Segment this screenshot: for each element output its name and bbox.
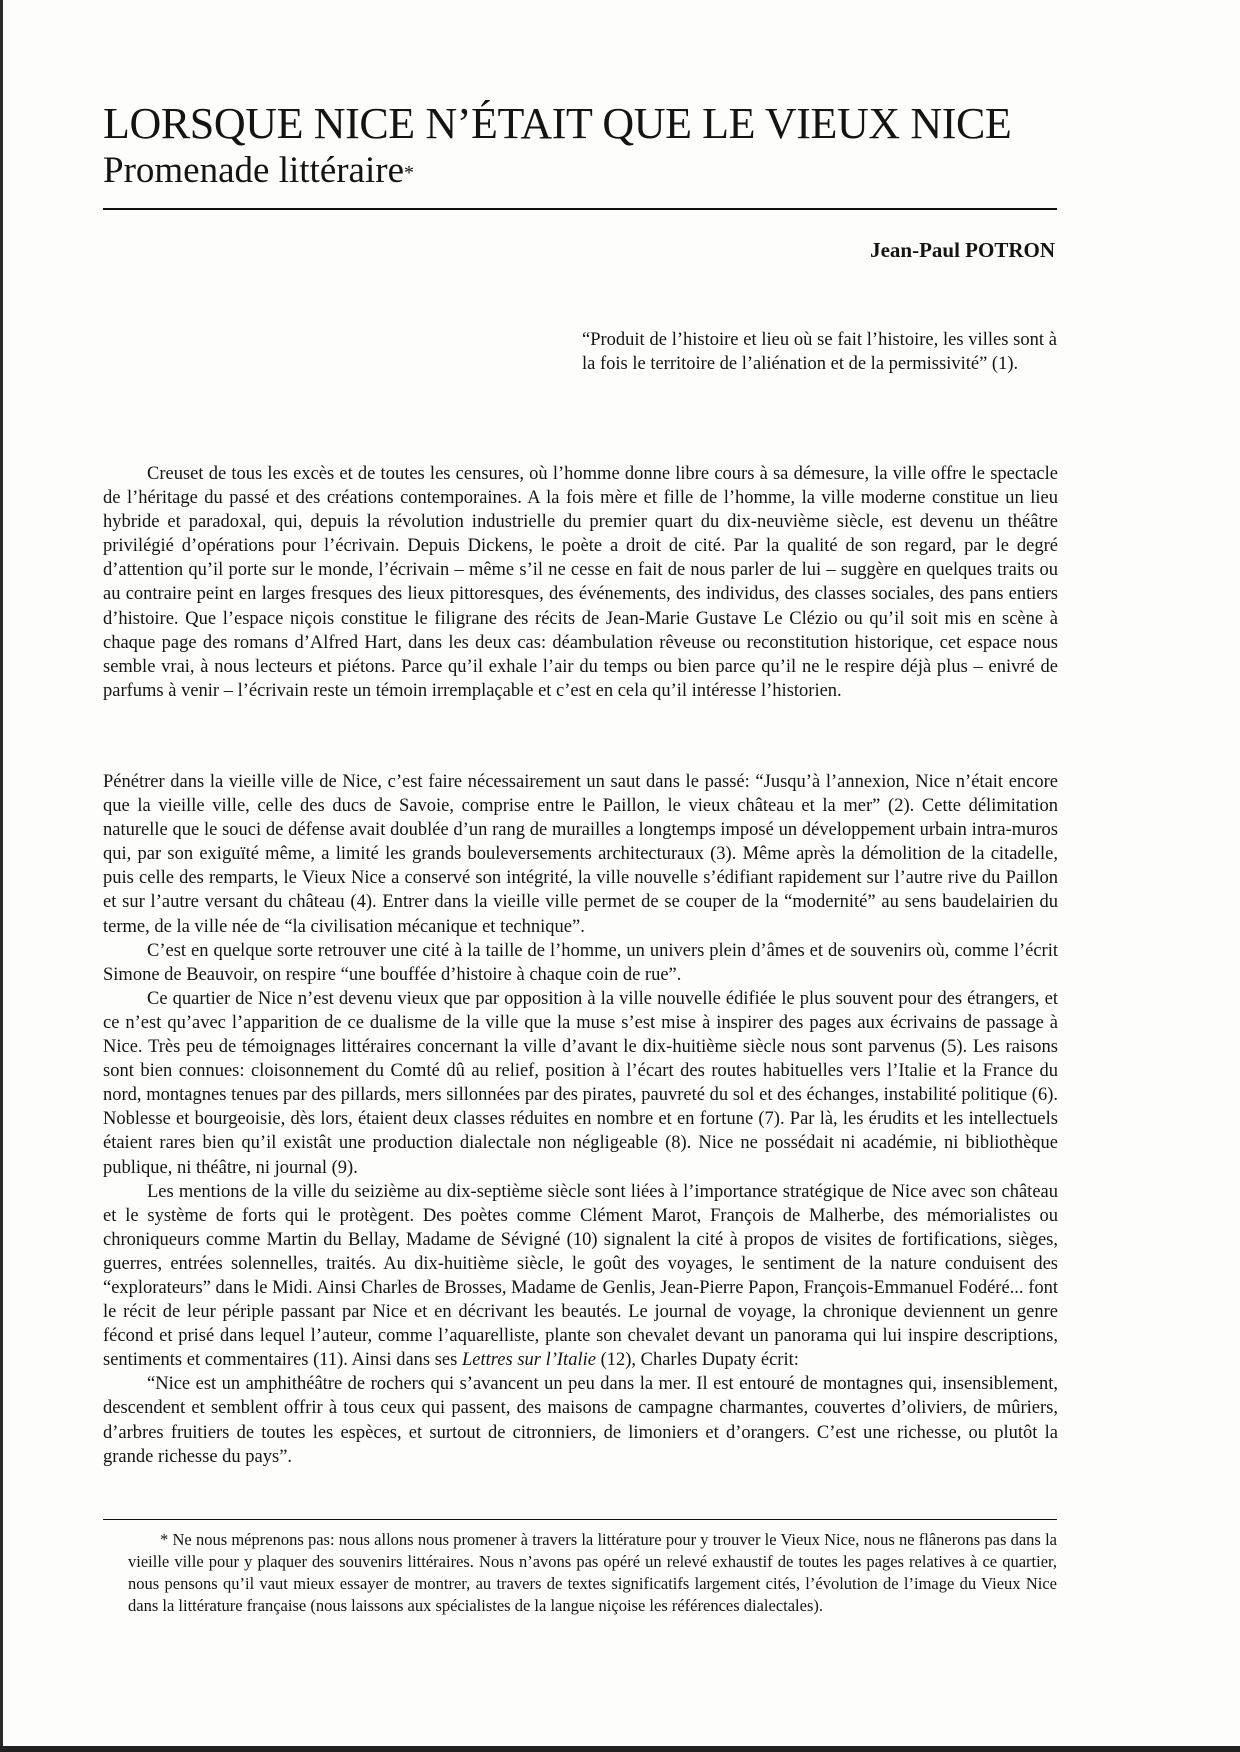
book-title-italic: Lettres sur l’Italie	[461, 1350, 596, 1371]
body-paragraph-3: Ce quartier de Nice n’est devenu vieux que par opposition à la ville nouvelle édifiée le plus souvent pour des étrangers, et ce n’est qu’avec l’apparition de ce dualisme de la ville que la muse s’est mise à inspirer des pages aux écrivains de passage à Nice. Très peu de témoignages littéraires concernant la ville d’avant le dix-huitième siècle nous sont parvenus (5). Les raisons sont bien connues: cloisonnement du Comté dû au relief, position à l’écart des routes habituelles vers l’Italie et la France du nord, montagnes tenues par des pillards, mers sillonnées par des pirates, pauvreté du sol et des échanges, instabilité politique (6). Noblesse et bourgeoisie, dès lors, étaient deux classes réduites en nombre et en fortune (7). Par là, les érudits et les intellectuels étaient rares bien qu’il existât une production dialectale non négligeable (8). Nice ne possédait ni académie, ni bibliothèque publique, ni théâtre, ni journal (9).	[103, 988, 1058, 1178]
article-subtitle	[103, 148, 1058, 194]
footnote	[128, 1529, 1057, 1617]
author-name: Jean-Paul POTRON	[870, 238, 1055, 262]
article-subtitle-text: Promenade littéraire	[103, 150, 405, 191]
article-header	[103, 100, 1058, 194]
article-title: LORSQUE NICE N’ÉTAIT QUE LE VIEUX NICE	[103, 99, 1012, 148]
body-paragraph-2: C’est en quelque sorte retrouver une cité à la taille de l’homme, un univers plein d’âmes et de souvenirs où, comme l’écrit Simone de Beauvoir, on respire “une bouffée d’histoire à chaque coin de rue”.	[103, 940, 1058, 985]
epigraph: “Produit de l’histoire et lieu où se fait l’histoire, les villes sont à la fois le territoire de l’aliénation et de la permissivité” (1).	[582, 330, 1057, 374]
block-quote: “Nice est un amphithéâtre de rochers qui s’avancent un peu dans la mer. Il est entouré de montagnes qui, insensiblement, descendent et semblent offrir à tous ceux qui passent, des maisons de campagne charmantes, couvertes d’oliviers, de mûriers, d’arbres fruitiers de toutes les espèces, et surtout de citronniers, de limoniers et d’orangers. C’est une richesse, ou plutôt la grande richesse du pays”.	[103, 1374, 1058, 1467]
intro-paragraph: Creuset de tous les excès et de toutes les censures, où l’homme donne libre cours à sa démesure, la ville offre le spectacle de l’héritage du passé et des créations contemporaines. A la fois mère et fille de l’homme, la ville moderne constitue un lieu hybride et paradoxal, qui, depuis la révolution industrielle du premier quart du dix-neuvième siècle, est devenu un théâtre privilégié d’opérations pour l’écrivain. Depuis Dickens, le poète a droit de cité. Par la qualité de son regard, par le degré d’attention qu’il porte sur le monde, l’écrivain – même s’il ne cesse en fait de nous parler de lui – suggère en quelques traits ou au contraire peint en larges fresques des lieux pittoresques, des événements, des individus, des classes sociales, des pans entiers d’histoire. Que l’espace niçois constitue le filigrane des récits de Jean-Marie Gustave Le Clézio ou qu’il soit mis en scène à chaque page des romans d’Alfred Hart, dans les deux cas: déambulation rêveuse ou reconstitution historique, cet espace nous semble vrai, à nous lecteurs et piétons. Parce qu’il exhale l’air du temps ou bien parce qu’il ne le respire déjà plus – enivré de parfums à venir – l’écrivain reste un témoin irremplaçable et c’est en cela qu’il intéresse l’historien.	[103, 464, 1058, 701]
footnote-rule	[103, 1519, 1057, 1520]
body-paragraph-4-text: Les mentions de la ville du seizième au dix-septième siècle sont liées à l’importance stratégique de Nice avec son château et le système de forts qui le protègent. Des poètes comme Clément Marot, François de Malherbe, des mémorialistes ou chroniqueurs comme Martin du Bellay, Madame de Sévigné (10) signalent la cité à propos de visites de fortifications, sièges, guerres, entrées solennelles, traités. Au dix-huitième siècle, le goût des voyages, le sentiment de la nature conduisent des “explorateurs” dans le Midi. Ainsi Charles de Brosses, Madame de Genlis, Jean-Pierre Papon, François-Emmanuel Fodéré... font le récit de leur périple passant par Nice et en décrivant les beautés. Le journal de voyage, la chronique deviennent un genre fécond et prisé dans lequel l’auteur, comme l’aquarelliste, plante son chevalet devant un panorama qui lui inspire descriptions, sentiments et commentaires (11). Ainsi dans ses	[103, 1181, 1058, 1371]
page-edge-bottom	[0, 1746, 1240, 1752]
intro-section	[103, 462, 1058, 703]
title-footnote-marker: *	[404, 162, 415, 184]
body-paragraph-1: Pénétrer dans la vieille ville de Nice, c’est faire nécessairement un saut dans le passé: “Jusqu’à l’annexion, Nice n’était encore que la vieille ville, celle des ducs de Savoie, comprise entre le Paillon, le vieux château et la mer” (2). Cette délimitation naturelle que le souci de défense avait doublée d’un rang de murailles a longtemps imposé un développement urbain intra-muros qui, par son exiguïté même, a limité les grands bouleversements architecturaux (3). Même après la démolition de la citadelle, puis celle des remparts, le Vieux Nice a conservé son intégrité, la ville nouvelle s’édifiant rapidement sur l’autre rive du Paillon et sur l’autre versant du château (4). Entrer dans la vieille ville permet de se couper de la “modernité” au sens baudelairien du terme, de la ville née de “la civilisation mécanique et technique”.	[103, 772, 1058, 937]
page-edge-left	[0, 0, 3, 1752]
title-rule	[103, 208, 1057, 210]
body-paragraph-4-end: (12), Charles Dupaty écrit:	[595, 1350, 799, 1371]
footnote-text: * Ne nous méprenons pas: nous allons nous promener à travers la littérature pour y trouver le Vieux Nice, nous ne flânerons pas dans la vieille ville pour y plaquer des souvenirs littéraires. Nous n’avons pas opéré un relevé exhaustif de toutes les pages relatives à ce quartier, nous pensons qu’il vaut mieux essayer de montrer, au travers de textes significatifs largement cités, l’évolution de l’image du Vieux Nice dans la littérature française (nous laissons aux spécialistes de la langue niçoise les références dialectales).	[128, 1530, 1057, 1615]
main-section	[103, 770, 1058, 1469]
body-paragraph-4	[103, 1180, 1058, 1373]
